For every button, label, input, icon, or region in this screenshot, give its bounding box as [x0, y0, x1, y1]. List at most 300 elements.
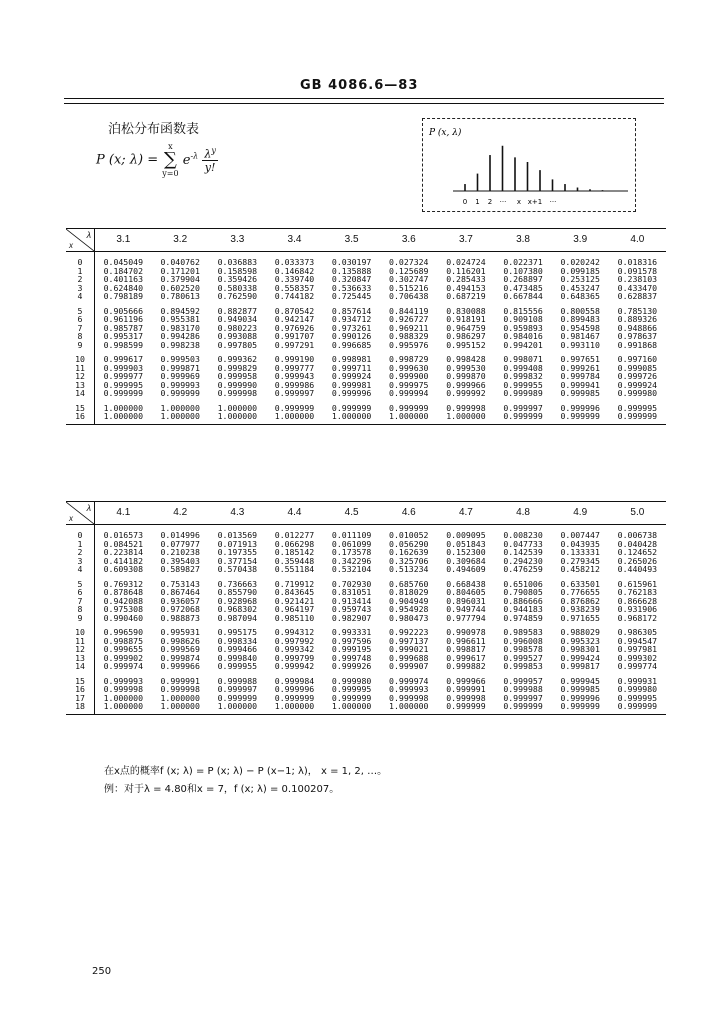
- table-row: [66, 580, 666, 589]
- probability-cell: 0.999975: [389, 380, 429, 389]
- probability-cell: 1.000000: [437, 412, 494, 424]
- probability-cell: 0.999999: [437, 702, 494, 714]
- probability-cell: 0.980473: [389, 613, 429, 622]
- lambda-header: 3.1: [95, 229, 152, 252]
- table-row: [66, 645, 666, 654]
- probability-cell: 0.999907: [389, 662, 429, 671]
- table-row: [66, 364, 666, 373]
- probability-cell: 0.878648: [103, 588, 144, 597]
- probability-cell: 0.982907: [331, 613, 372, 622]
- probability-cell: 0.986297: [446, 332, 486, 341]
- probability-cell: 0.988329: [389, 332, 429, 341]
- probability-cell: 0.999882: [446, 662, 486, 671]
- corner-header: [66, 502, 95, 525]
- probability-cell: 0.061099: [331, 539, 372, 548]
- table-row: [66, 588, 666, 597]
- probability-cell: 1.000000: [209, 412, 266, 424]
- probability-cell: 0.615961: [617, 579, 658, 588]
- probability-cell: 0.558357: [274, 283, 315, 292]
- probability-cell: 0.999021: [389, 645, 429, 654]
- probability-cell: 0.040428: [617, 539, 658, 548]
- probability-cell: 0.036883: [217, 258, 258, 267]
- probability-cell: 0.185142: [274, 548, 315, 557]
- x-value: 3: [66, 557, 95, 566]
- probability-cell: 0.918191: [446, 315, 486, 324]
- page-title: 泊松分布函数表: [108, 122, 200, 137]
- x-value: 2: [66, 548, 95, 557]
- probability-cell: 0.905666: [103, 306, 144, 315]
- probability-cell: 0.942088: [103, 596, 144, 605]
- probability-cell: 0.999974: [389, 676, 429, 685]
- probability-cell: 0.013569: [217, 531, 258, 540]
- probability-cell: 0.818029: [389, 588, 429, 597]
- probability-cell: 1.000000: [323, 702, 380, 714]
- probability-cell: 0.998817: [446, 645, 486, 654]
- probability-cell: 0.999784: [560, 372, 600, 381]
- probability-cell: 0.377154: [217, 556, 258, 565]
- probability-cell: 0.010052: [389, 531, 429, 540]
- pmf-axis-label: ···: [549, 198, 557, 206]
- x-value: 6: [66, 315, 95, 324]
- probability-cell: 0.999988: [503, 685, 543, 694]
- probability-cell: 0.876862: [560, 596, 600, 605]
- probability-cell: 0.999999: [274, 693, 315, 702]
- lambda-header: 3.9: [552, 229, 609, 252]
- probability-cell: 0.999942: [274, 662, 315, 671]
- probability-cell: 1.000000: [95, 702, 152, 714]
- probability-cell: 0.043935: [560, 539, 600, 548]
- probability-cell: 0.999871: [160, 363, 200, 372]
- probability-cell: 0.624840: [103, 283, 144, 292]
- table-row: [66, 258, 666, 267]
- probability-cell: 0.866628: [617, 596, 658, 605]
- probability-cell: 0.999999: [331, 403, 372, 412]
- probability-cell: 0.999342: [274, 645, 315, 654]
- probability-cell: 0.999998: [103, 685, 144, 694]
- probability-cell: 0.928968: [217, 596, 258, 605]
- probability-cell: 0.146842: [274, 266, 315, 275]
- probability-cell: 0.999190: [274, 355, 315, 364]
- probability-cell: 0.780613: [160, 292, 200, 301]
- probability-cell: 0.994286: [160, 332, 200, 341]
- probability-cell: 0.996008: [503, 636, 543, 645]
- probability-cell: 1.000000: [152, 412, 209, 424]
- x-value: 18: [66, 702, 95, 714]
- probability-cell: 0.633501: [560, 579, 600, 588]
- probability-cell: 1.000000: [266, 412, 323, 424]
- x-value: 14: [66, 662, 95, 671]
- probability-cell: 0.999998: [446, 693, 486, 702]
- probability-cell: 0.999997: [503, 403, 543, 412]
- probability-cell: 0.999996: [560, 403, 600, 412]
- probability-cell: 0.342296: [331, 556, 372, 565]
- probability-cell: 1.000000: [95, 412, 152, 424]
- probability-cell: 0.959893: [503, 323, 543, 332]
- lambda-header: 3.8: [494, 229, 551, 252]
- x-symbol: x: [69, 513, 73, 523]
- pmf-axis-label: 2: [487, 198, 493, 206]
- probability-cell: 0.954928: [389, 605, 429, 614]
- probability-cell: 0.987094: [217, 613, 258, 622]
- table-row: [66, 389, 666, 398]
- probability-cell: 0.985787: [103, 323, 144, 332]
- probability-cell: 1.000000: [152, 702, 209, 714]
- probability-cell: 0.685760: [389, 579, 429, 588]
- probability-cell: 0.135888: [331, 266, 372, 275]
- probability-cell: 0.999999: [494, 702, 551, 714]
- pmf-bar-plot: [423, 119, 635, 211]
- probability-cell: 0.753143: [160, 579, 200, 588]
- probability-cell: 0.014996: [160, 531, 200, 540]
- probability-cell: 0.981467: [560, 332, 600, 341]
- probability-cell: 0.099185: [560, 266, 600, 275]
- probability-cell: 0.395403: [160, 556, 200, 565]
- probability-cell: 0.999900: [389, 372, 429, 381]
- probability-cell: 0.999991: [160, 676, 200, 685]
- probability-cell: 0.769312: [103, 579, 144, 588]
- lambda-header: 3.5: [323, 229, 380, 252]
- probability-cell: 0.999466: [217, 645, 258, 654]
- probability-cell: 0.999261: [560, 363, 600, 372]
- probability-cell: 1.000000: [160, 403, 200, 412]
- probability-cell: 0.051843: [446, 539, 486, 548]
- probability-cell: 0.719912: [274, 579, 315, 588]
- lambda-header: 3.6: [380, 229, 437, 252]
- probability-cell: 0.999999: [609, 702, 666, 714]
- x-value: 13: [66, 654, 95, 663]
- probability-cell: 0.047733: [503, 539, 543, 548]
- table-row: [66, 597, 666, 606]
- probability-cell: 0.964197: [274, 605, 315, 614]
- probability-cell: 0.998626: [160, 636, 200, 645]
- lambda-symbol: λ: [86, 503, 91, 513]
- probability-cell: 0.999617: [103, 355, 144, 364]
- probability-cell: 0.458212: [560, 565, 600, 574]
- x-value: 1: [66, 540, 95, 549]
- probability-cell: 0.999990: [217, 380, 258, 389]
- x-value: 6: [66, 588, 95, 597]
- probability-cell: 0.990978: [446, 628, 486, 637]
- note-probability: 在x点的概率f (x; λ) = P (x; λ) − P (x−1; λ)， x = 1, 2, …。: [104, 766, 388, 777]
- probability-cell: 0.494609: [446, 565, 486, 574]
- probability-cell: 0.302747: [389, 275, 429, 284]
- probability-cell: 0.999997: [217, 685, 258, 694]
- table-row: [66, 637, 666, 646]
- probability-cell: 0.515216: [389, 283, 429, 292]
- table-row: [66, 404, 666, 413]
- probability-cell: 0.580338: [217, 283, 258, 292]
- table-row: [66, 557, 666, 566]
- probability-cell: 0.776655: [560, 588, 600, 597]
- probability-cell: 0.309684: [446, 556, 486, 565]
- table-row: [66, 628, 666, 637]
- probability-cell: 0.926727: [389, 315, 429, 324]
- x-value: 8: [66, 332, 95, 341]
- table-row: [66, 677, 666, 686]
- probability-cell: 0.999195: [331, 645, 372, 654]
- probability-cell: 0.999999: [552, 412, 609, 424]
- probability-cell: 0.999996: [560, 693, 600, 702]
- probability-cell: 0.998981: [331, 355, 372, 364]
- corner-header: [66, 229, 95, 252]
- probability-cell: 0.995317: [103, 332, 144, 341]
- probability-cell: 0.171201: [160, 266, 200, 275]
- probability-cell: 0.084521: [103, 539, 144, 548]
- probability-cell: 0.999931: [617, 676, 658, 685]
- x-value: 10: [66, 628, 95, 637]
- probability-cell: 0.999941: [560, 380, 600, 389]
- probability-cell: 0.999711: [331, 363, 372, 372]
- probability-cell: 0.785130: [617, 306, 658, 315]
- probability-cell: 0.999726: [617, 372, 658, 381]
- probability-cell: 0.983170: [160, 323, 200, 332]
- probability-cell: 0.116201: [446, 266, 486, 275]
- probability-cell: 0.954598: [560, 323, 600, 332]
- probability-cell: 0.006738: [617, 531, 658, 540]
- probability-cell: 0.999999: [552, 702, 609, 714]
- probability-cell: 0.999995: [617, 693, 658, 702]
- probability-cell: 0.997291: [274, 340, 315, 349]
- probability-cell: 0.725445: [331, 292, 372, 301]
- probability-cell: 0.968302: [217, 605, 258, 614]
- exp-term: $e^{-\lambda}$: [182, 151, 199, 168]
- probability-cell: 0.440493: [617, 565, 658, 574]
- header-rule: [64, 98, 664, 99]
- probability-cell: 0.999955: [217, 662, 258, 671]
- probability-cell: 0.999085: [617, 363, 658, 372]
- probability-cell: 1.000000: [103, 693, 144, 702]
- lambda-header: 3.3: [209, 229, 266, 252]
- probability-cell: 0.998578: [503, 645, 543, 654]
- probability-cell: 0.008230: [503, 531, 543, 540]
- probability-cell: 0.938239: [560, 605, 600, 614]
- probability-cell: 0.999998: [160, 685, 200, 694]
- probability-cell: 0.999995: [331, 685, 372, 694]
- probability-cell: 0.999999: [160, 389, 200, 398]
- table-row: [66, 531, 666, 540]
- probability-cell: 0.998071: [503, 355, 543, 364]
- probability-cell: 0.999999: [274, 403, 315, 412]
- probability-cell: 0.999655: [103, 645, 144, 654]
- probability-cell: 0.453247: [560, 283, 600, 292]
- probability-cell: 0.991707: [274, 332, 315, 341]
- probability-cell: 0.999817: [560, 662, 600, 671]
- probability-cell: 0.996611: [446, 636, 486, 645]
- probability-cell: 0.999993: [103, 676, 144, 685]
- probability-cell: 0.980223: [217, 323, 258, 332]
- probability-cell: 0.999748: [331, 653, 372, 662]
- probability-cell: 0.016573: [103, 531, 144, 540]
- poisson-formula: [96, 142, 218, 178]
- probability-cell: 0.999992: [446, 389, 486, 398]
- probability-cell: 0.018316: [617, 258, 658, 267]
- probability-cell: 0.414182: [103, 556, 144, 565]
- probability-cell: 0.999997: [274, 389, 315, 398]
- probability-cell: 0.736663: [217, 579, 258, 588]
- pmf-axis-label: 1: [475, 198, 480, 206]
- probability-cell: 0.158598: [217, 266, 258, 275]
- x-value: 11: [66, 364, 95, 373]
- table-row: [66, 355, 666, 364]
- probability-cell: 0.994547: [617, 636, 658, 645]
- probability-cell: 0.998334: [217, 636, 258, 645]
- probability-cell: 0.999985: [560, 389, 600, 398]
- probability-cell: 0.973261: [331, 323, 372, 332]
- probability-cell: 0.974859: [503, 613, 543, 622]
- probability-cell: 0.993331: [331, 628, 372, 637]
- probability-cell: 0.949744: [446, 605, 486, 614]
- probability-cell: 1.000000: [160, 693, 200, 702]
- table-row: [66, 605, 666, 614]
- probability-cell: 0.091578: [617, 266, 658, 275]
- probability-cell: 0.125689: [389, 266, 429, 275]
- probability-cell: 0.870542: [274, 306, 315, 315]
- probability-cell: 0.999688: [389, 653, 429, 662]
- table-row: [66, 548, 666, 557]
- probability-cell: 0.989583: [503, 628, 543, 637]
- probability-cell: 0.602520: [160, 283, 200, 292]
- probability-cell: 0.020242: [560, 258, 600, 267]
- lambda-header: 4.7: [437, 502, 494, 525]
- probability-cell: 0.998729: [389, 355, 429, 364]
- probability-cell: 0.999527: [503, 653, 543, 662]
- table-row: [66, 315, 666, 324]
- table-row: [66, 284, 666, 293]
- probability-cell: 0.027324: [389, 258, 429, 267]
- probability-cell: 0.999853: [503, 662, 543, 671]
- probability-cell: 0.867464: [160, 588, 200, 597]
- probability-cell: 0.999945: [560, 676, 600, 685]
- probability-cell: 1.000000: [209, 702, 266, 714]
- probability-cell: 0.162639: [389, 548, 429, 557]
- probability-cell: 0.999966: [160, 662, 200, 671]
- probability-cell: 0.992223: [389, 628, 429, 637]
- x-value: 16: [66, 412, 95, 424]
- lambda-header: 4.8: [494, 502, 551, 525]
- probability-cell: 0.999955: [503, 380, 543, 389]
- lambda-symbol: λ: [86, 230, 91, 240]
- probability-cell: 0.959743: [331, 605, 372, 614]
- probability-cell: 0.972068: [160, 605, 200, 614]
- probability-cell: 0.173578: [331, 548, 372, 557]
- probability-cell: 0.628837: [617, 292, 658, 301]
- probability-cell: 0.184702: [103, 266, 144, 275]
- probability-cell: 0.999985: [560, 685, 600, 694]
- poisson-table-1: [66, 228, 666, 425]
- x-value: 13: [66, 381, 95, 390]
- probability-cell: 0.359448: [274, 556, 315, 565]
- probability-cell: 1.000000: [380, 412, 437, 424]
- probability-cell: 0.999617: [446, 653, 486, 662]
- probability-cell: 0.651006: [503, 579, 543, 588]
- probability-cell: 0.999424: [560, 653, 600, 662]
- probability-cell: 0.995152: [446, 340, 486, 349]
- table-row: [66, 372, 666, 381]
- x-value: 4: [66, 292, 95, 301]
- table-row: [66, 307, 666, 316]
- probability-cell: 0.999997: [503, 693, 543, 702]
- probability-cell: 0.984016: [503, 332, 543, 341]
- probability-cell: 0.668438: [446, 579, 486, 588]
- probability-cell: 0.513234: [389, 565, 429, 574]
- probability-cell: 0.359426: [217, 275, 258, 284]
- probability-cell: 0.551184: [274, 565, 315, 574]
- lambda-header: 4.3: [209, 502, 266, 525]
- probability-cell: 0.589827: [160, 565, 200, 574]
- table-row: [66, 292, 666, 301]
- probability-cell: 0.999991: [446, 685, 486, 694]
- probability-cell: 0.999980: [331, 676, 372, 685]
- probability-cell: 0.997160: [617, 355, 658, 364]
- probability-cell: 0.999302: [617, 653, 658, 662]
- probability-cell: 0.022371: [503, 258, 543, 267]
- probability-cell: 0.904949: [389, 596, 429, 605]
- probability-cell: 0.909108: [503, 315, 543, 324]
- probability-cell: 0.999998: [446, 403, 486, 412]
- probability-cell: 0.964759: [446, 323, 486, 332]
- probability-cell: 0.033373: [274, 258, 315, 267]
- table-row: [66, 540, 666, 549]
- probability-cell: 0.999993: [389, 685, 429, 694]
- probability-cell: 0.473485: [503, 283, 543, 292]
- probability-cell: 0.999958: [217, 372, 258, 381]
- probability-cell: 0.999874: [160, 653, 200, 662]
- probability-cell: 0.997596: [331, 636, 372, 645]
- probability-cell: 0.999926: [331, 662, 372, 671]
- probability-cell: 0.997137: [389, 636, 429, 645]
- probability-cell: 0.894592: [160, 306, 200, 315]
- probability-cell: 0.843645: [274, 588, 315, 597]
- probability-cell: 0.921421: [274, 596, 315, 605]
- probability-cell: 0.800558: [560, 306, 600, 315]
- table-row: [66, 332, 666, 341]
- probability-cell: 0.857614: [331, 306, 372, 315]
- probability-cell: 0.536633: [331, 283, 372, 292]
- probability-cell: 0.999966: [446, 676, 486, 685]
- probability-cell: 0.648365: [560, 292, 600, 301]
- probability-cell: 0.030197: [331, 258, 372, 267]
- probability-cell: 0.968172: [617, 613, 658, 622]
- probability-cell: 0.040762: [160, 258, 200, 267]
- probability-cell: 0.609308: [103, 565, 144, 574]
- probability-cell: 0.667844: [503, 292, 543, 301]
- x-value: 9: [66, 341, 95, 350]
- probability-cell: 0.998875: [103, 636, 144, 645]
- probability-cell: 0.999832: [503, 372, 543, 381]
- probability-cell: 0.855790: [217, 588, 258, 597]
- probability-cell: 0.325706: [389, 556, 429, 565]
- x-value: 12: [66, 372, 95, 381]
- probability-cell: 0.011109: [331, 531, 372, 540]
- probability-cell: 0.009095: [446, 531, 486, 540]
- probability-cell: 0.999993: [160, 380, 200, 389]
- probability-cell: 0.401163: [103, 275, 144, 284]
- probability-cell: 0.999996: [331, 389, 372, 398]
- probability-cell: 0.997805: [217, 340, 258, 349]
- probability-cell: 0.997651: [560, 355, 600, 364]
- probability-cell: 0.986305: [617, 628, 658, 637]
- probability-cell: 0.124652: [617, 548, 658, 557]
- x-value: 0: [66, 531, 95, 540]
- probability-cell: 0.913414: [331, 596, 372, 605]
- probability-cell: 0.991868: [617, 340, 658, 349]
- probability-cell: 0.999774: [617, 662, 658, 671]
- probability-cell: 0.056290: [389, 539, 429, 548]
- probability-cell: 0.995931: [160, 628, 200, 637]
- probability-cell: 0.936057: [160, 596, 200, 605]
- probability-cell: 0.961196: [103, 315, 144, 324]
- table-row: [66, 381, 666, 390]
